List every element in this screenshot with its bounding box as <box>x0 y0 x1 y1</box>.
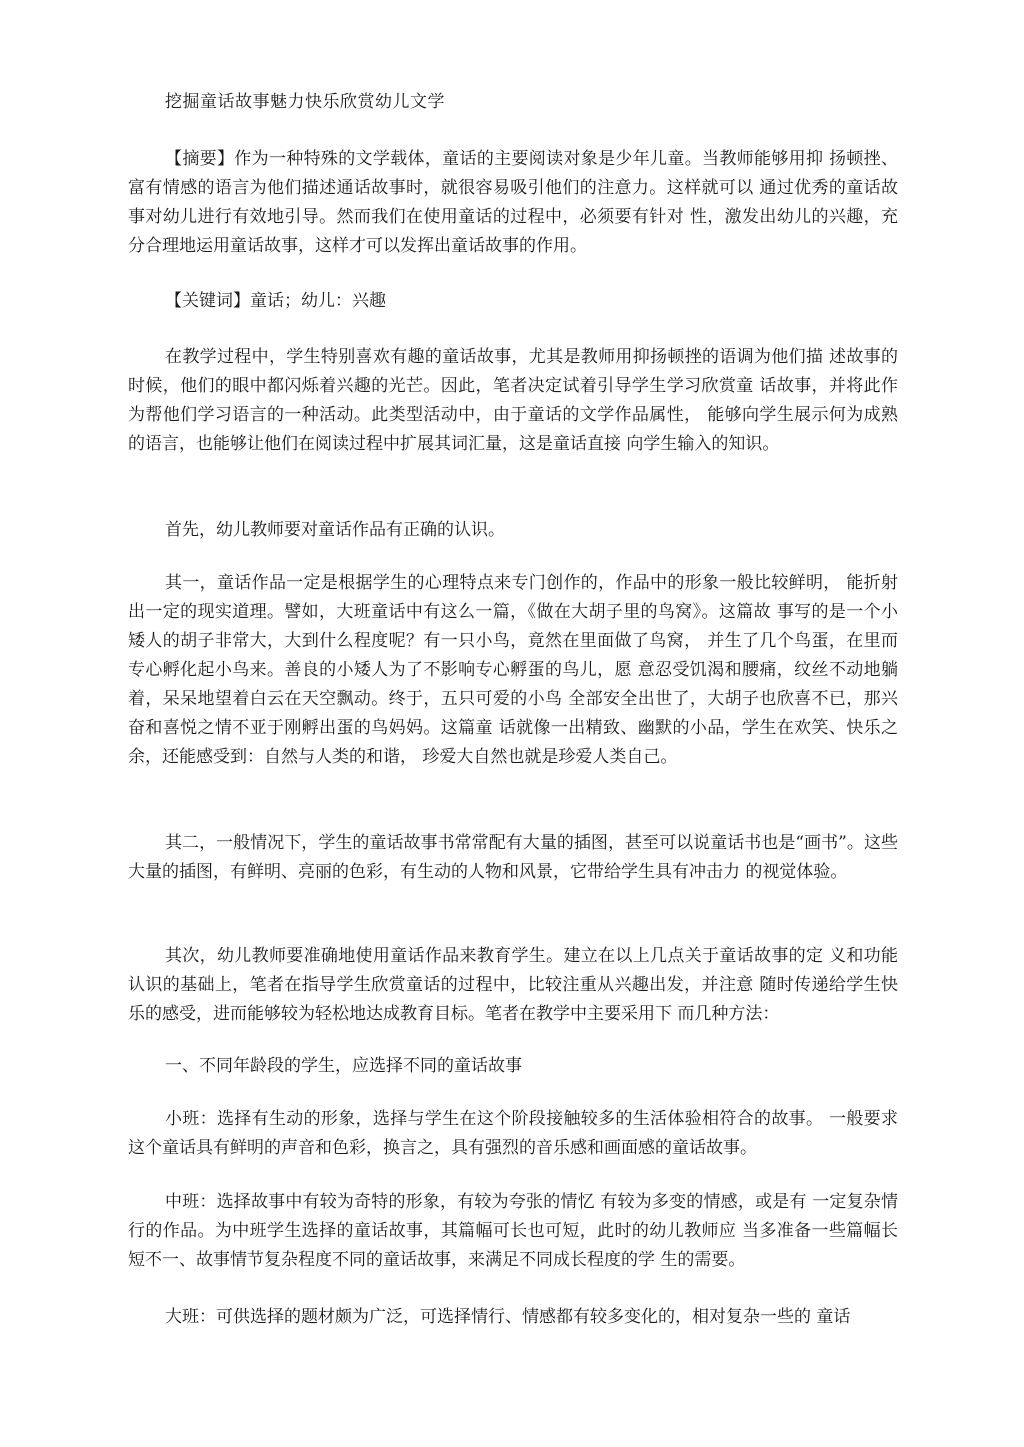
body-paragraph: 小班：选择有生动的形象，选择与学生在这个阶段接触较多的生活体验相符合的故事。 一般要求这个童话具有鲜明的声音和色彩，换言之，具有强烈的音乐感和画面感的童话故事。 <box>128 1109 898 1158</box>
body-paragraph: 大班：可供选择的题材颇为广泛，可选择情行、情感都有较多变化的，相对复杂一些的 童话 <box>165 1307 851 1327</box>
body-paragraph: 其二，一般情况下，学生的童话故事书常常配有大量的插图，甚至可以说童话书也是“画书”。这些大量的插图，有鲜明、亮丽的色彩，有生动的人物和风景，它带给学生具有冲击力 的视觉体验。 <box>128 833 898 882</box>
document-title: 挖掘童话故事魅力快乐欣赏幼儿文学 <box>165 92 445 112</box>
section-heading: 一、不同年龄段的学生，应选择不同的童话故事 <box>165 1056 522 1076</box>
abstract-paragraph: 【摘要】作为一种特殊的文学载体，童话的主要阅读对象是少年儿童。当教师能够用抑 扬顿挫、富有情感的语言为他们描述通话故事时，就很容易吸引他们的注意力。这样就可以 通过优秀的童话故事对幼儿进行有效地引导。然而我们在使用童话的过程中，必须要有针对 性，激发出幼儿的兴趣，充分合理地运用童话故事，这样才可以发挥出童话故事的作用。 <box>128 149 898 256</box>
body-paragraph: 其次，幼儿教师要准确地使用童话作品来教育学生。建立在以上几点关于童话故事的定 义和功能认识的基础上，笔者在指导学生欣赏童话的过程中，比较注重从兴趣出发，并注意 随时传递给学生快乐的感受，进而能够较为轻松地达成教育目标。笔者在教学中主要采用下 而几种方法： <box>128 946 898 1024</box>
body-paragraph: 在教学过程中，学生特别喜欢有趣的童话故事，尤其是教师用抑扬顿挫的语调为他们描 述故事的时候，他们的眼中都闪烁着兴趣的光芒。因此，笔者决定试着引导学生学习欣赏童 话故事，并将此作为帮他们学习语言的一种活动。此类型活动中，由于童话的文学作品属性， 能够向学生展示何为成熟的语言，也能够让他们在阅读过程中扩展其词汇量，这是童话直接 向学生输入的知识。 <box>128 347 898 454</box>
body-paragraph: 中班：选择故事中有较为奇特的形象，有较为夸张的情忆 有较为多变的情感，或是有 一定复杂情行的作品。为中班学生选择的童话故事，其篇幅可长也可短，此时的幼儿教师应 当多准备一些篇幅长短不一、故事情节复杂程度不同的童话故事，来满足不同成长程度的学 生的需要。 <box>128 1192 898 1270</box>
body-paragraph: 首先，幼儿教师要对童话作品有正确的认识。 <box>165 520 505 540</box>
keywords-line: 【关键词】童话；幼儿：兴趣 <box>165 291 386 311</box>
body-paragraph: 其一，童话作品一定是根据学生的心理特点来专门创作的，作品中的形象一般比较鲜明， 能折射出一定的现实道理。譬如，大班童话中有这么一篇，《做在大胡子里的鸟窝》。这篇故 事写的是一个小矮人的胡子非常大，大到什么程度呢？有一只小鸟，竟然在里面做了鸟窝， 并生了几个鸟蛋，在里而专心孵化起小鸟来。善良的小矮人为了不影响专心孵蛋的鸟儿，愿 意忍受饥渴和腰痛，纹丝不动地躺着，呆呆地望着白云在天空飘动。终于，五只可爱的小鸟 全部安全出世了，大胡子也欣喜不已，那兴奋和喜悦之情不亚于刚孵出蛋的鸟妈妈。这篇童 话就像一出精致、幽默的小品，学生在欢笑、快乐之余，还能感受到：自然与人类的和谐， 珍爱大自然也就是珍爱人类自己。 <box>128 573 898 767</box>
